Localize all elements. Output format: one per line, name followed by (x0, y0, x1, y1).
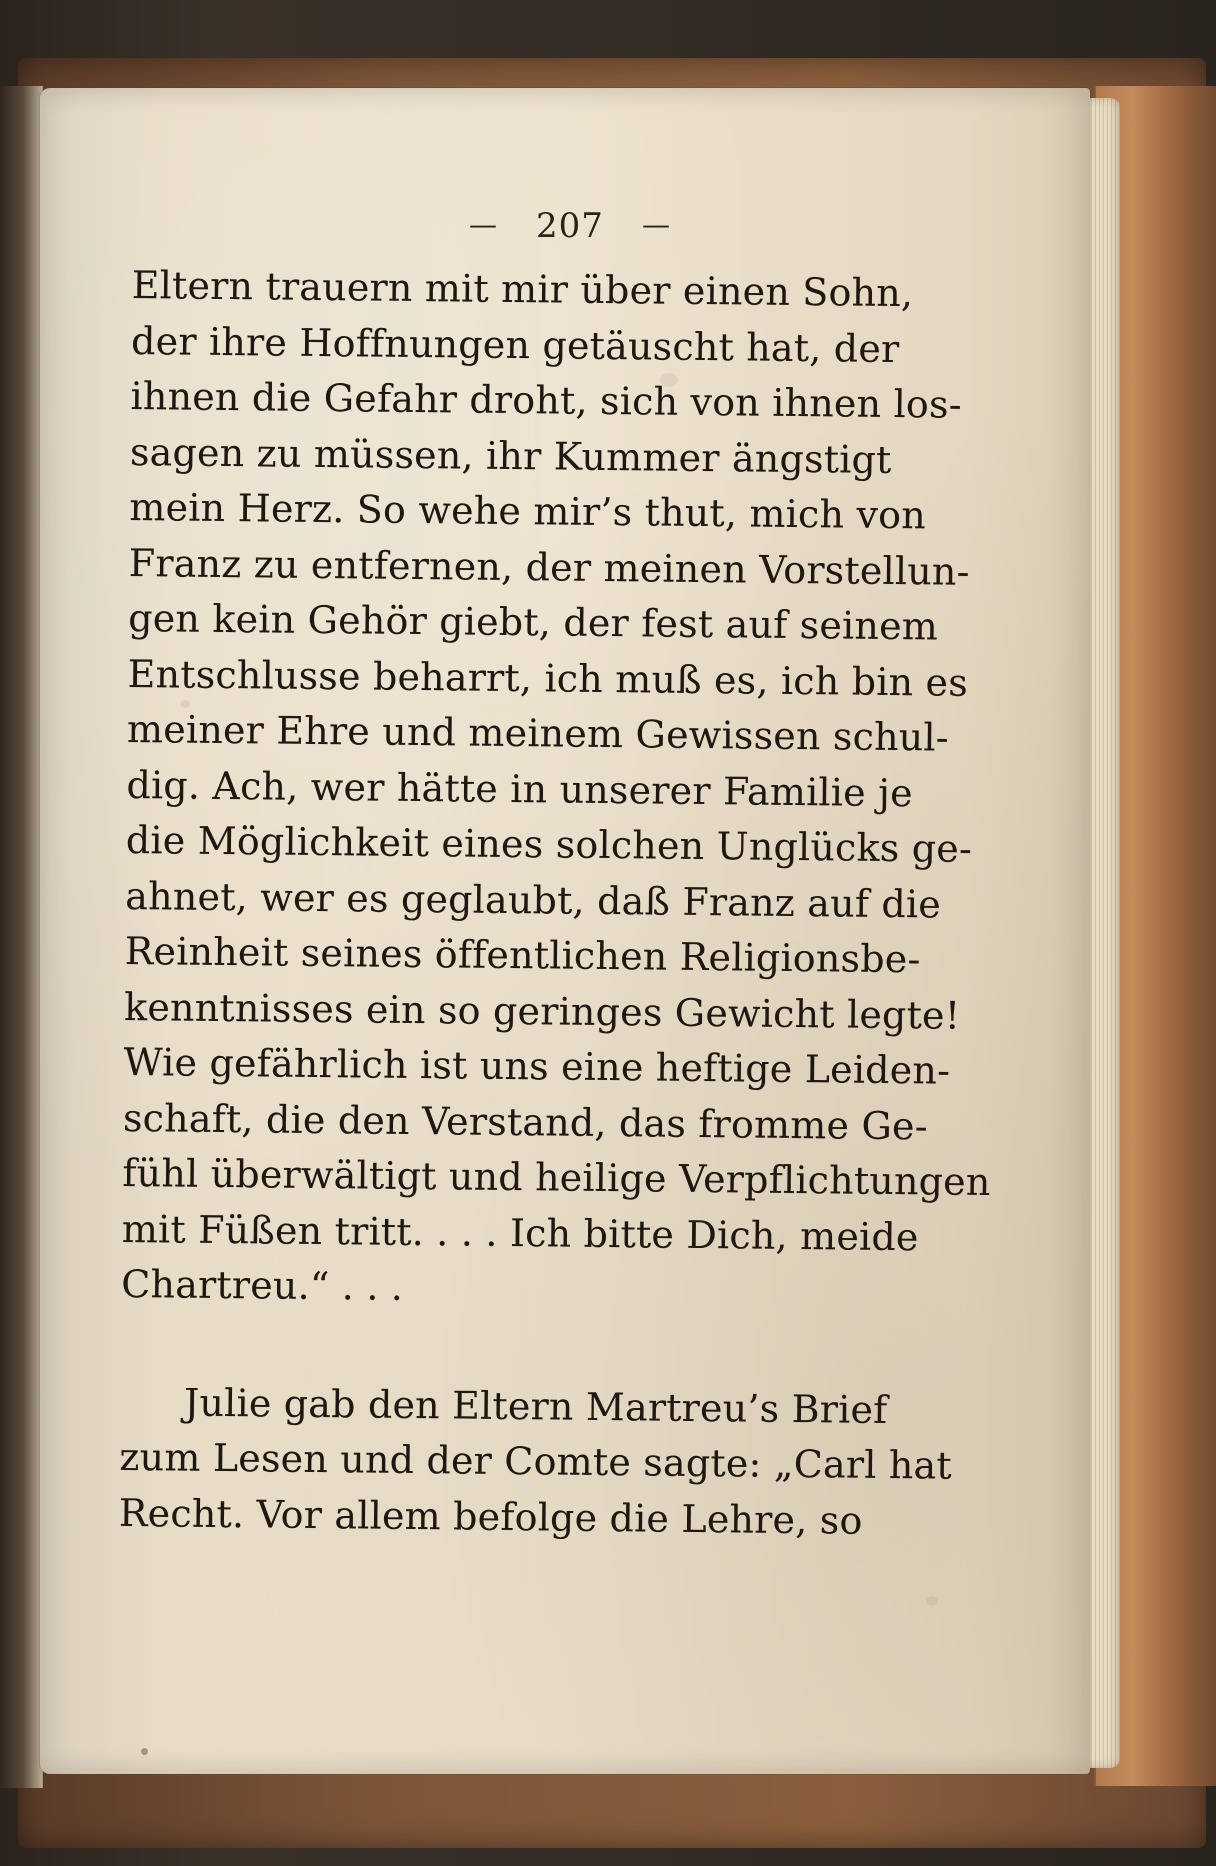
text-line: meiner Ehre und meinem Gewissen schul- (126, 706, 950, 760)
text-line: Julie gab den Eltern Martreu’s Brief (183, 1380, 888, 1432)
page-text (118, 258, 991, 1549)
paragraph-two (118, 1374, 953, 1549)
page-number: 207 (536, 206, 604, 246)
text-line: der ihre Hoffnungen getäuscht hat, der (130, 318, 900, 371)
text-line: sagen zu müssen, ihr Kummer ängstigt (129, 429, 892, 482)
page-stain (926, 1596, 938, 1606)
text-line: mein Herz. So wehe mir’s thut, mich von (129, 484, 927, 538)
text-line: dig. Ach, wer hätte in unserer Familie je (126, 762, 914, 815)
paragraph-one (121, 258, 991, 1321)
text-line: zum Lesen und der Comte sagte: „Carl hat (119, 1434, 953, 1488)
text-line: Entschlusse beharrt, ich muß es, ich bin es (127, 651, 969, 705)
text-line: Wie gefährlich ist uns eine heftige Leiden- (123, 1039, 951, 1093)
text-line: Eltern trauern mit mir über einen Sohn, (131, 262, 914, 316)
text-line: ahnet, wer es geglaubt, daß Franz auf die (125, 873, 942, 927)
left-binding (0, 86, 43, 1788)
text-line: ihnen die Gefahr droht, sich von ihnen los- (130, 373, 962, 427)
text-line: kenntnisses ein so geringes Gewicht legte! (123, 984, 961, 1038)
paragraph-gap (120, 1312, 937, 1383)
text-line: Recht. Vor allem befolge die Lehre, so (118, 1490, 863, 1543)
text-line: schaft, die den Verstand, das fromme Ge- (122, 1095, 928, 1148)
text-line: Reinheit seines öffentlichen Religionsbe- (124, 928, 921, 982)
text-line: Chartreu.“ . . . (121, 1261, 404, 1309)
page-number-dash-left: — (469, 207, 499, 241)
text-line: Franz zu entfernen, der meinen Vorstellun- (128, 540, 970, 594)
text-line: fühl überwältigt und heilige Verpflichtungen (122, 1150, 991, 1205)
book-page (40, 88, 1090, 1774)
page-number-header (400, 206, 740, 246)
text-line: mit Füßen tritt. . . . Ich bitte Dich, meide (121, 1206, 919, 1259)
text-line: gen kein Gehör giebt, der fest auf seinem (127, 595, 939, 649)
page-number-dash-right: — (641, 207, 671, 241)
text-line: die Möglichkeit eines solchen Unglücks ge- (125, 817, 973, 871)
page-stain (141, 1748, 148, 1755)
